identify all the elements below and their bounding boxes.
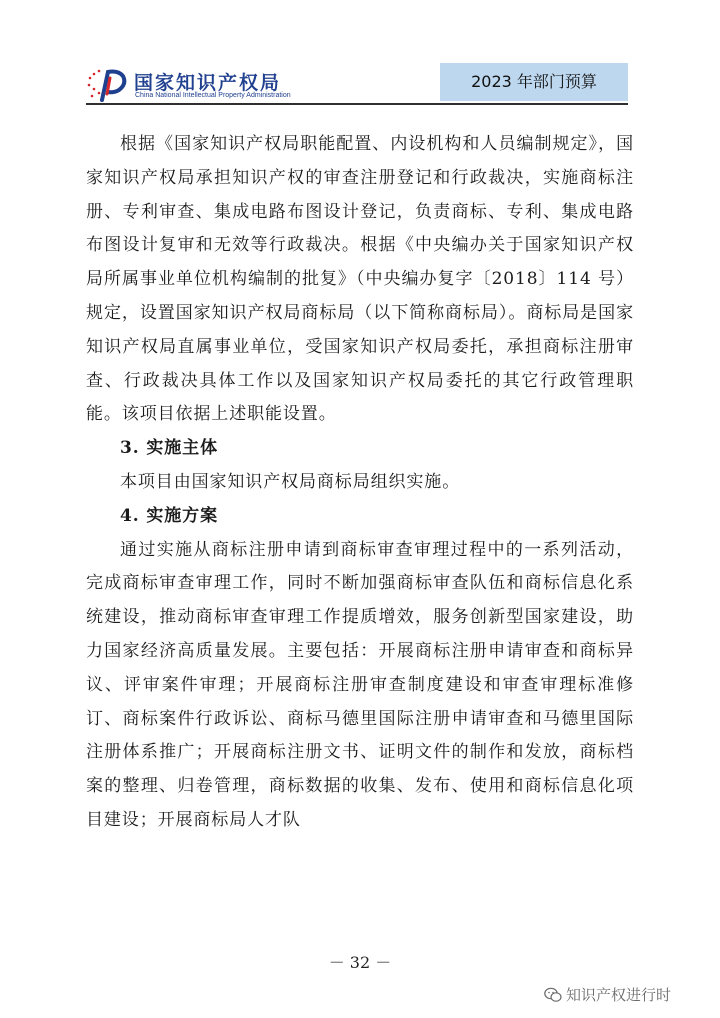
document-body bbox=[86, 128, 634, 838]
watermark bbox=[544, 984, 671, 1005]
paragraph-plan: 通过实施从商标注册申请到商标审查审理过程中的一系列活动，完成商标审查审理工作，同时不断加强商标审查队伍和商标信息化系统建设，推动商标审查审理工作提质增效，服务创新型国家建设，助力国家经济高质量发展。主要包括：开展商标注册申请审查和商标异议、评审案件审理；开展商标注册审查制度建设和审查审理标准修订、商标案件行政诉讼、商标马德里国际注册申请审查和马德里国际注册体系推广；开展商标注册文书、证明文件的制作和发放，商标档案的整理、归卷管理，商标数据的收集、发布、使用和商标信息化项目建设；开展商标局人才队 bbox=[86, 539, 634, 830]
page-header bbox=[0, 0, 720, 108]
header-divider bbox=[86, 103, 628, 105]
section-heading-implementer: 3. 实施主体 bbox=[120, 438, 218, 459]
org-name-cn: 国家知识产权局 bbox=[134, 72, 282, 94]
budget-label: 2023 年部门预算 bbox=[440, 63, 628, 101]
cnipa-logo-icon bbox=[86, 64, 130, 104]
wechat-icon bbox=[544, 987, 562, 1003]
section-heading-plan: 4. 实施方案 bbox=[120, 505, 218, 526]
paragraph-basis: 根据《国家知识产权局职能配置、内设机构和人员编制规定》，国家知识产权局承担知识产权的审查注册登记和行政裁决，实施商标注册、专利审查、集成电路布图设计登记，负责商标、专利、集成电路布图设计复审和无效等行政裁决。根据《中央编办关于国家知识产权局所属事业单位机构编制的批复》（中央编办复字〔2018〕114 号）规定，设置国家知识产权局商标局（以下简称商标局）。商标局是国家知识产权局直属事业单位，受国家知识产权局委托，承担商标注册审查、行政裁决具体工作以及国家知识产权局委托的其它行政管理职能。该项目依据上述职能设置。 bbox=[86, 134, 634, 425]
watermark-text: 知识产权进行时 bbox=[566, 986, 672, 1004]
org-name-en: China National Intellectual Property Administration bbox=[135, 92, 291, 99]
paragraph-implementer: 本项目由国家知识产权局商标局组织实施。 bbox=[120, 471, 461, 492]
page-number: － 32 － bbox=[328, 953, 392, 972]
